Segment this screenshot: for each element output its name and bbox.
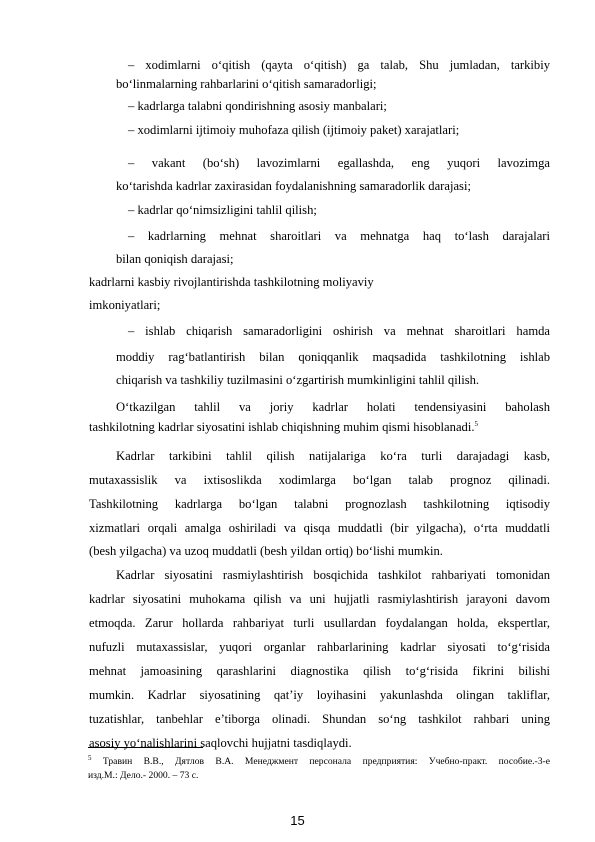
paragraph-line: asosiy yo‘nalishlarini saqlovchi hujjatni tasdiqlaydi.	[89, 736, 352, 750]
paragraph-line	[89, 419, 478, 435]
footnote-text: Травин В.В., Дятлов В.А. Менеджмент персонала предприятия: Учебно-практ. пособие.-3-е	[91, 756, 550, 767]
paragraph-line: nufuzli mutaxassislar, yuqori organlar rahbarlarining kadrlar siyosati to‘g‘risida	[89, 640, 550, 654]
page-number: 15	[290, 813, 305, 828]
paragraph-line: mumkin. Kadrlar siyosatining qat’iy loyihasini yakunlashda olingan takliflar,	[89, 688, 550, 702]
text-line: ko‘tarishda kadrlar zaxirasidan foydalanishning samaradorlik darajasi;	[116, 179, 471, 193]
bullet-line: – kadrlarning mehnat sharoitlari va mehnatga haq to‘lash darajalari	[128, 229, 550, 243]
text-line: imkoniyatlari;	[89, 298, 161, 312]
bullet-line: – kadrlarga talabni qondirishning asosiy manbalari;	[128, 99, 387, 113]
bullet-line: – ishlab chiqarish samaradorligini oshirish va mehnat sharoitlari hamda	[128, 324, 550, 338]
footnote-reference: 5	[474, 419, 478, 428]
paragraph-line: etmoqda. Zarur hollarda rahbariyat turli usullardan foydalangan holda, ekspertlar,	[89, 616, 550, 630]
footnote-separator	[88, 747, 203, 748]
bullet-line: – vakant (bo‘sh) lavozimlarni egallashda, eng yuqori lavozimga	[128, 156, 550, 170]
footnote-marker: 5	[88, 753, 92, 762]
paragraph-text: tashkilotning kadrlar siyosatini ishlab chiqishning muhim qismi hisoblanadi.	[89, 420, 475, 434]
paragraph-line: mutaxassislik va ixtisoslikda xodimlarga bo‘lgan talab prognoz qilinadi.	[89, 473, 550, 487]
paragraph-line: tuzatishlar, tanbehlar e’tiborga olinadi. Shundan so‘ng tashkilot rahbari uning	[89, 712, 550, 726]
text-line: bo‘linmalarning rahbarlarini o‘qitish samaradorligi;	[116, 77, 377, 91]
paragraph-line: (besh yilgacha) va uzoq muddatli (besh yildan ortiq) bo‘lishi mumkin.	[89, 544, 443, 558]
footnote-line	[88, 755, 550, 768]
text-line: chiqarish va tashkiliy tuzilmasini o‘zgartirish mumkinligini tahlil qilish.	[116, 373, 480, 387]
text-line: kadrlarni kasbiy rivojlantirishda tashkilotning moliyaviy	[89, 275, 374, 289]
footnote-line: изд.М.: Дело.- 2000. – 73 с.	[88, 770, 199, 781]
paragraph-line: mehnat jamoasining qarashlarini diagnostika qilish to‘g‘risida fikrini bilishi	[89, 664, 550, 678]
paragraph-line: Tashkilotning kadrlarga bo‘lgan talabni prognozlash tashkilotning iqtisodiy	[89, 497, 550, 511]
paragraph-line: Kadrlar siyosatini rasmiylashtirish bosqichida tashkilot rahbariyati tomonidan	[116, 568, 550, 582]
text-line: moddiy rag‘batlantirish bilan qoniqqanlik maqsadida tashkilotning ishlab	[116, 350, 550, 364]
paragraph-line: O‘tkazilgan tahlil va joriy kadrlar holati tendensiyasini baholash	[116, 400, 550, 414]
paragraph-line: xizmatlari orqali amalga oshiriladi va qisqa muddatli (bir yilgacha), o‘rta muddatli	[89, 521, 550, 535]
text-line: bilan qoniqish darajasi;	[116, 252, 234, 266]
paragraph-line: kadrlar siyosatini muhokama qilish va uni hujjatli rasmiylashtirish jarayoni davom	[89, 592, 550, 606]
bullet-line: – kadrlar qo‘nimsizligini tahlil qilish;	[128, 203, 317, 217]
bullet-line: – xodimlarni ijtimoiy muhofaza qilish (ijtimoiy paket) xarajatlari;	[128, 123, 460, 137]
paragraph-line: Kadrlar tarkibini tahlil qilish natijalariga ko‘ra turli darajadagi kasb,	[116, 449, 550, 463]
bullet-line: – xodimlarni o‘qitish (qayta o‘qitish) ga talab, Shu jumladan, tarkibiy	[128, 58, 550, 72]
